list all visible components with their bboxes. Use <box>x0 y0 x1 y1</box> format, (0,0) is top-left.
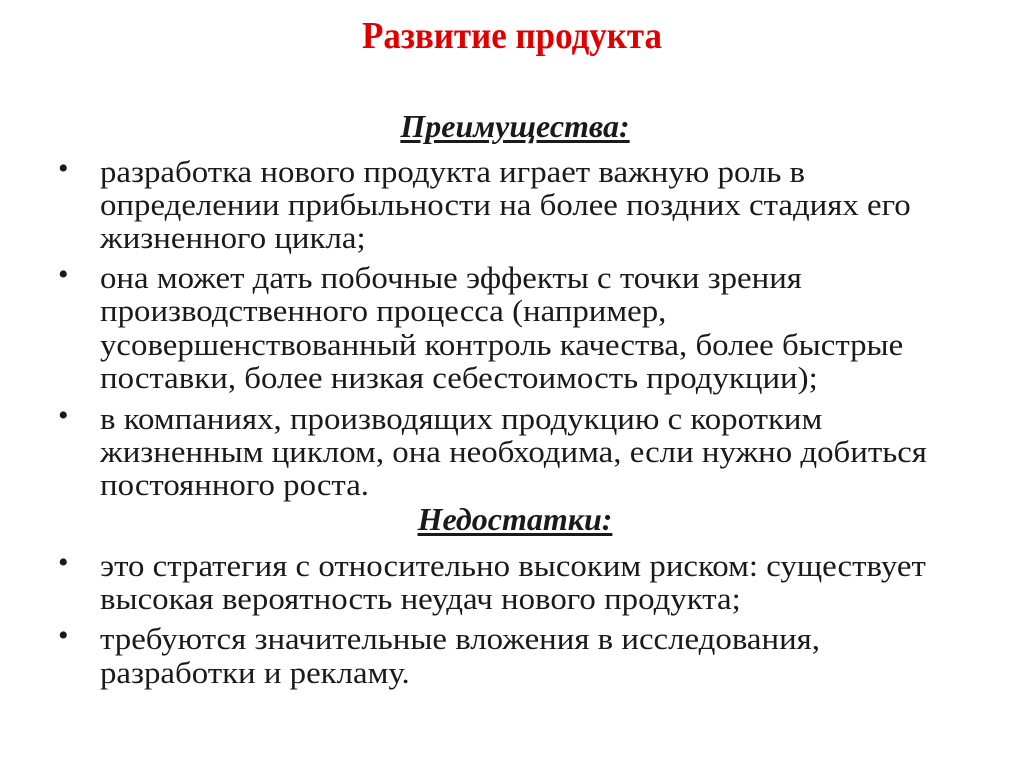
bullet-marker: • <box>58 619 69 652</box>
list-item-line: требуются значительные вложения в исследования, <box>100 621 821 656</box>
list-item-line: разработка нового продукта играет важную роль в <box>100 154 806 189</box>
list-item-line: разработки и рекламу. <box>100 655 410 690</box>
bullet-marker: • <box>58 258 69 291</box>
bullet-marker: • <box>58 399 69 432</box>
list-item-line: жизненным циклом, она необходима, если нужно добиться <box>100 434 927 469</box>
slide-title: Развитие продукта <box>362 15 662 57</box>
list-item-line: жизненного цикла; <box>100 220 366 255</box>
list-item-line: постоянного роста. <box>100 467 370 502</box>
bullet-marker: • <box>58 152 69 185</box>
list-item-line: поставки, более низкая себестоимость продукции); <box>100 360 818 395</box>
list-item-line: производственного процесса (например, <box>100 293 667 328</box>
list-item-line: она может дать побочные эффекты с точки зрения <box>100 260 802 295</box>
advantages-heading: Преимущества: <box>400 108 630 144</box>
bullet-marker: • <box>58 546 69 579</box>
disadvantages-heading: Недостатки: <box>417 501 613 537</box>
list-item-line: усовершенствованный контроль качества, более быстрые <box>100 327 904 362</box>
list-item-line: это стратегия с относительно высоким риском: существует <box>100 548 926 583</box>
list-item-line: определении прибыльности на более поздних стадиях его <box>100 187 911 222</box>
list-item-line: высокая вероятность неудач нового продукта; <box>100 581 741 616</box>
list-item-line: в компаниях, производящих продукцию с коротким <box>100 401 823 436</box>
